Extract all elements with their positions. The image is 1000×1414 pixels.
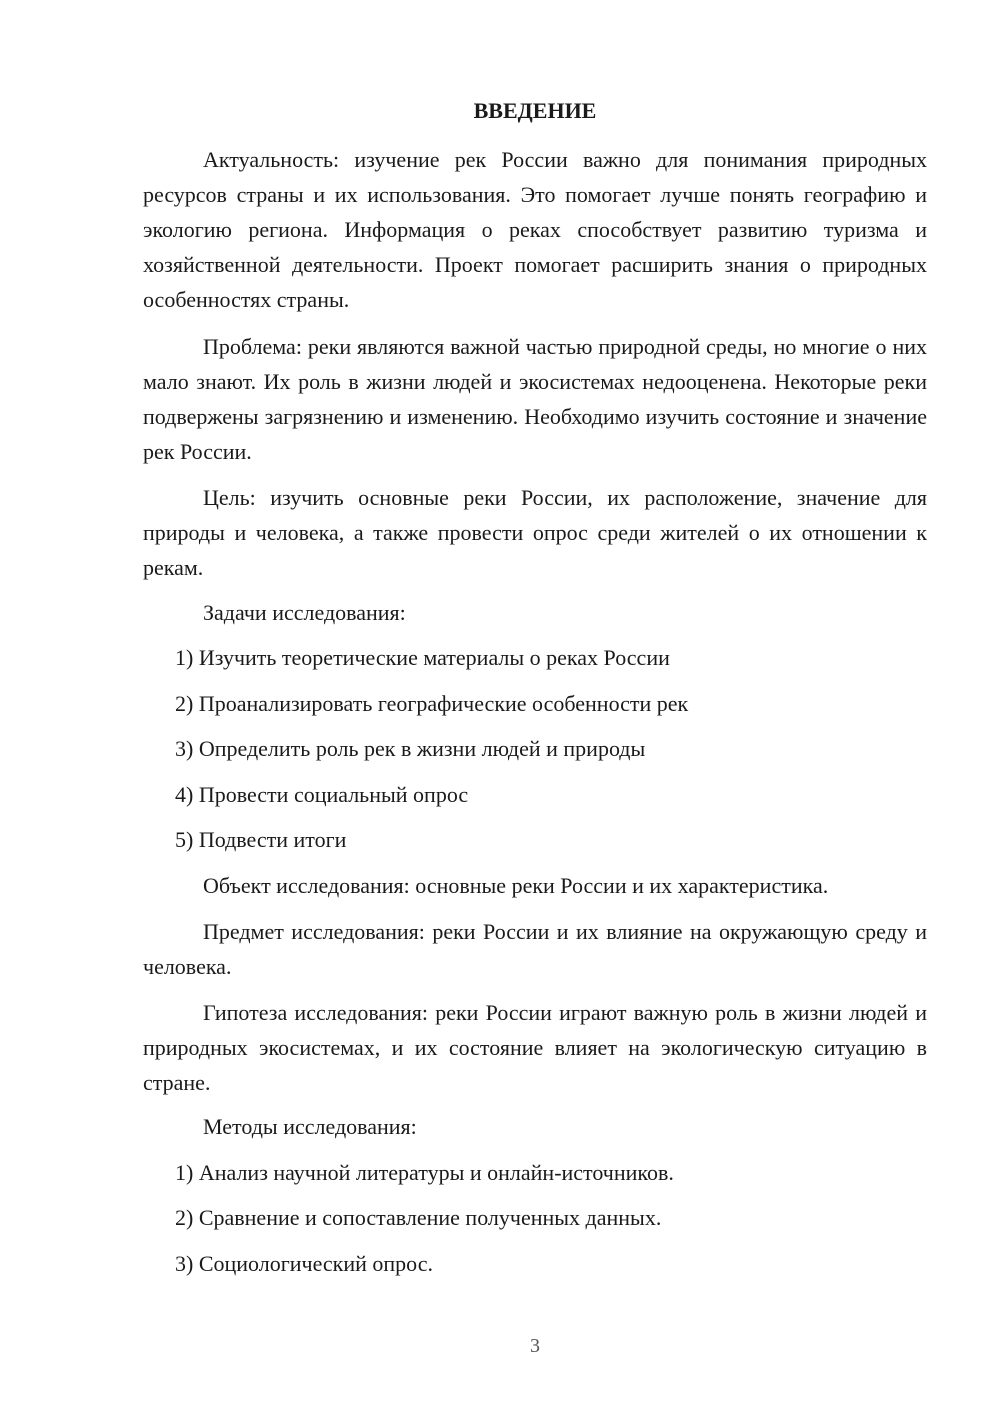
hypothesis-paragraph: Гипотеза исследования: реки России играют важную роль в жизни людей и природных экосистемах, и их состояние влияет на экологическую ситуацию в стране. (143, 1000, 927, 1095)
relevance-paragraph: Актуальность: изучение рек России важно для понимания природных ресурсов страны и их использования. Это помогает лучше понять географию и экологию региона. Информация о реках способствует развитию туризма и хозяйственной деятельности. Проект помогает расширить знания о природных особенностях страны. (143, 147, 927, 312)
tasks-heading: Задачи исследования: (203, 600, 406, 625)
task-item: 5) Подвести итоги (175, 827, 347, 852)
object-paragraph: Объект исследования: основные реки России и их характеристика. (203, 873, 829, 898)
page-number: 3 (530, 1335, 540, 1357)
task-item: 1) Изучить теоретические материалы о реках России (175, 645, 670, 670)
problem-paragraph: Проблема: реки являются важной частью природной среды, но многие о них мало знают. Их роль в жизни людей и экосистемах недооценена. Некоторые реки подвержены загрязнению и изменению. Необходимо изучить состояние и значение рек России. (143, 334, 927, 464)
task-item: 3) Определить роль рек в жизни людей и природы (175, 736, 646, 761)
task-item: 2) Проанализировать географические особенности рек (175, 691, 689, 716)
methods-heading: Методы исследования: (203, 1114, 417, 1139)
task-item: 4) Провести социальный опрос (175, 782, 469, 807)
method-item: 2) Сравнение и сопоставление полученных данных. (175, 1205, 662, 1230)
subject-paragraph: Предмет исследования: реки России и их влияние на окружающую среду и человека. (143, 919, 927, 979)
section-title: ВВЕДЕНИЕ (473, 98, 597, 123)
method-item: 1) Анализ научной литературы и онлайн-источников. (175, 1160, 674, 1185)
goal-paragraph: Цель: изучить основные реки России, их расположение, значение для природы и человека, а также провести опрос среди жителей о их отношении к рекам. (143, 485, 927, 580)
method-item: 3) Социологический опрос. (175, 1251, 433, 1276)
